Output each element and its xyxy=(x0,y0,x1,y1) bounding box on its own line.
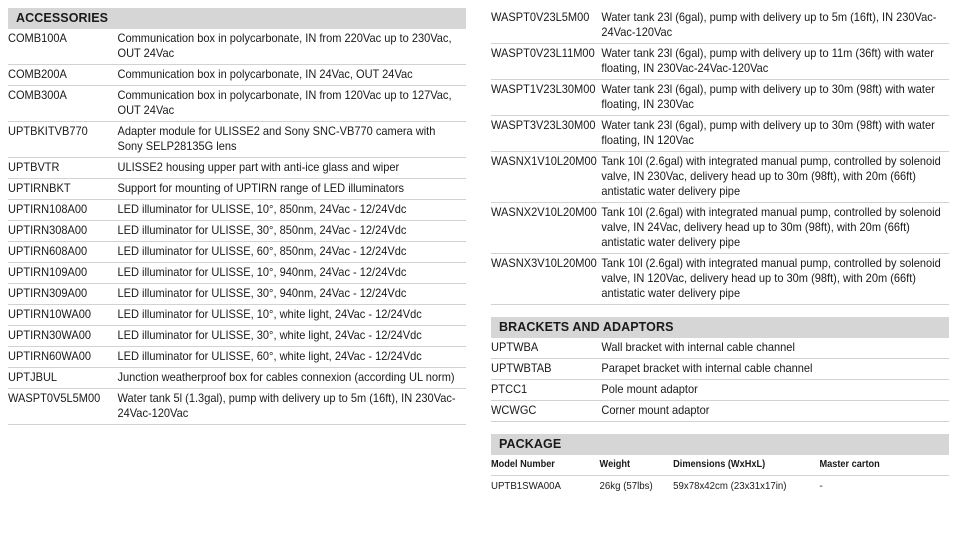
model-description: Water tank 23l (6gal), pump with delivery up to 30m (98ft) with water floating, IN 230Vac xyxy=(601,82,935,111)
table-row xyxy=(8,29,466,65)
model-code: UPTJBUL xyxy=(8,370,58,384)
model-code: UPTIRN109A00 xyxy=(8,265,88,279)
model-code: UPTIRN60WA00 xyxy=(8,349,92,363)
brackets-table xyxy=(491,338,949,422)
model-description: Water tank 23l (6gal), pump with delivery up to 5m (16ft), IN 230Vac-24Vac-120Vac xyxy=(601,10,937,39)
model-description: Adapter module for ULISSE2 and Sony SNC-VB770 camera with Sony SELP28135G lens xyxy=(117,124,436,153)
model-description: Water tank 23l (6gal), pump with delivery up to 30m (98ft) with water floating, IN 120Vac xyxy=(601,118,935,147)
accessories-header: ACCESSORIES xyxy=(8,8,466,29)
model-code: COMB100A xyxy=(8,31,67,45)
model-description: LED illuminator for ULISSE, 30°, 940nm, 24Vac - 12/24Vdc xyxy=(117,286,407,300)
model-code: PTCC1 xyxy=(491,382,528,396)
table-row xyxy=(491,152,949,203)
package-dimensions: 59x78x42cm (23x31x17in) xyxy=(673,480,787,492)
model-description: Tank 10l (2.6gal) with integrated manual pump, controlled by solenoid valve, IN 120Vac, delivery head up to 30m (98ft), with 20m (66ft) antistatic water delivery pipe xyxy=(601,256,941,300)
brackets-header: BRACKETS AND ADAPTORS xyxy=(491,317,949,338)
table-row xyxy=(8,65,466,86)
model-code: UPTWBTAB xyxy=(491,361,552,375)
table-row xyxy=(491,401,949,422)
model-description: LED illuminator for ULISSE, 30°, 850nm, 24Vac - 12/24Vdc xyxy=(117,223,407,237)
header-model-number: Model Number xyxy=(491,459,555,470)
table-row xyxy=(8,242,466,263)
table-row xyxy=(8,221,466,242)
package-header: PACKAGE xyxy=(491,434,949,455)
model-description: Tank 10l (2.6gal) with integrated manual pump, controlled by solenoid valve, IN 230Vac, delivery head up to 30m (98ft), with 20m (66ft) antistatic water delivery pipe xyxy=(601,154,941,198)
model-code: UPTIRN308A00 xyxy=(8,223,88,237)
model-code: WASNX1V10L20M00 xyxy=(491,154,597,168)
model-description: Tank 10l (2.6gal) with integrated manual pump, controlled by solenoid valve, IN 24Vac, delivery head up to 30m (98ft), with 20m (66ft) antistatic water delivery pipe xyxy=(601,205,941,249)
table-row xyxy=(491,80,949,116)
model-code: UPTIRN309A00 xyxy=(8,286,88,300)
model-description: ULISSE2 housing upper part with anti-ice glass and wiper xyxy=(117,160,400,174)
table-row xyxy=(491,476,949,496)
model-code: UPTIRN10WA00 xyxy=(8,307,92,321)
model-code: UPTIRN108A00 xyxy=(8,202,88,216)
model-code: WASPT1V23L30M00 xyxy=(491,82,596,96)
accessories-table-continued xyxy=(491,8,949,305)
table-row xyxy=(491,380,949,401)
model-code: WCWGC xyxy=(491,403,537,417)
accessories-table xyxy=(8,29,466,425)
table-row xyxy=(8,179,466,200)
model-description: Communication box in polycarbonate, IN from 220Vac up to 230Vac, OUT 24Vac xyxy=(117,31,452,60)
model-code: WASNX2V10L20M00 xyxy=(491,205,597,219)
model-description: LED illuminator for ULISSE, 60°, 850nm, 24Vac - 12/24Vdc xyxy=(117,244,407,258)
model-description: Water tank 5l (1.3gal), pump with delivery up to 5m (16ft), IN 230Vac-24Vac-120Vac xyxy=(117,391,456,420)
model-description: LED illuminator for ULISSE, 10°, white light, 24Vac - 12/24Vdc xyxy=(117,307,422,321)
table-row xyxy=(491,8,949,44)
table-row xyxy=(491,44,949,80)
model-code: WASPT3V23L30M00 xyxy=(491,118,596,132)
section-gap xyxy=(491,305,949,317)
model-code: WASPT0V23L5M00 xyxy=(491,10,590,24)
model-description: Wall bracket with internal cable channel xyxy=(601,340,795,354)
table-row xyxy=(491,359,949,380)
model-description: Pole mount adaptor xyxy=(601,382,698,396)
table-row xyxy=(8,200,466,221)
table-row xyxy=(8,389,466,425)
header-dimensions: Dimensions (WxHxL) xyxy=(673,459,766,470)
table-row xyxy=(8,284,466,305)
table-row xyxy=(8,326,466,347)
model-code: WASPT0V23L11M00 xyxy=(491,46,595,60)
right-column xyxy=(491,8,949,496)
model-description: LED illuminator for ULISSE, 30°, white light, 24Vac - 12/24Vdc xyxy=(117,328,422,342)
table-row xyxy=(491,203,949,254)
model-code: WASPT0V5L5M00 xyxy=(8,391,101,405)
model-description: Communication box in polycarbonate, IN from 120Vac up to 127Vac, OUT 24Vac xyxy=(117,88,452,117)
model-description: LED illuminator for ULISSE, 60°, white light, 24Vac - 12/24Vdc xyxy=(117,349,422,363)
table-row xyxy=(8,347,466,368)
table-row xyxy=(491,254,949,305)
package-master-carton: - xyxy=(819,480,823,492)
table-row xyxy=(491,338,949,359)
model-description: Communication box in polycarbonate, IN 24Vac, OUT 24Vac xyxy=(117,67,413,81)
model-code: UPTBKITVB770 xyxy=(8,124,88,138)
table-row xyxy=(491,116,949,152)
table-row xyxy=(8,158,466,179)
table-row xyxy=(8,305,466,326)
left-column xyxy=(8,8,466,425)
model-code: COMB200A xyxy=(8,67,67,81)
package-table xyxy=(491,455,949,496)
header-master-carton: Master carton xyxy=(819,459,880,470)
table-row xyxy=(8,263,466,284)
model-code: UPTIRN608A00 xyxy=(8,244,88,258)
model-description: LED illuminator for ULISSE, 10°, 850nm, 24Vac - 12/24Vdc xyxy=(117,202,407,216)
model-description: Junction weatherproof box for cables connexion (according UL norm) xyxy=(117,370,455,384)
section-gap xyxy=(491,422,949,434)
model-code: UPTWBA xyxy=(491,340,539,354)
table-row xyxy=(8,86,466,122)
model-description: LED illuminator for ULISSE, 10°, 940nm, 24Vac - 12/24Vdc xyxy=(117,265,407,279)
model-code: UPTBVTR xyxy=(8,160,60,174)
model-code: COMB300A xyxy=(8,88,67,102)
package-model-number: UPTB1SWA00A xyxy=(491,480,561,492)
model-description: Water tank 23l (6gal), pump with delivery up to 11m (36ft) with water floating, IN 230Vac-24Vac-120Vac xyxy=(601,46,934,75)
model-description: Corner mount adaptor xyxy=(601,403,710,417)
model-code: UPTIRN30WA00 xyxy=(8,328,92,342)
model-description: Support for mounting of UPTIRN range of LED illuminators xyxy=(117,181,405,195)
package-table-header xyxy=(491,455,949,476)
table-row xyxy=(8,368,466,389)
table-row xyxy=(8,122,466,158)
model-code: UPTIRNBKT xyxy=(8,181,71,195)
model-code: WASNX3V10L20M00 xyxy=(491,256,597,270)
header-weight: Weight xyxy=(599,459,631,470)
model-description: Parapet bracket with internal cable channel xyxy=(601,361,813,375)
package-weight: 26kg (57lbs) xyxy=(599,480,653,492)
